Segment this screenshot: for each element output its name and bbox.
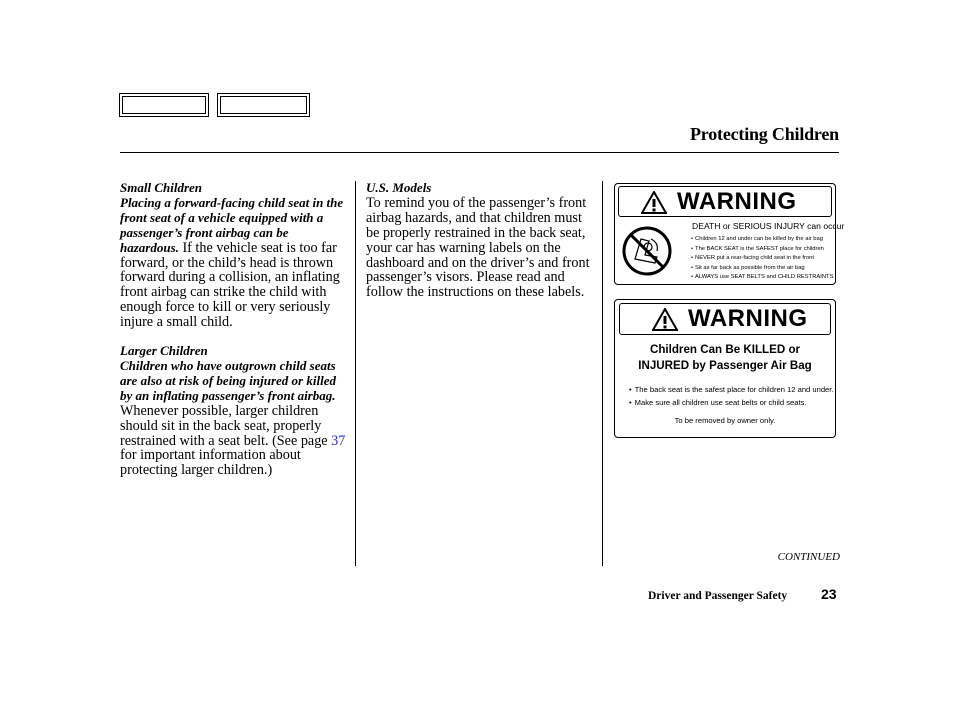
larger-children-emphasis: Children who have outgrown child seats are also at risk of being injured or killed by an inflating passenger’s front airbag. xyxy=(120,357,336,403)
warning-label-dashboard xyxy=(614,299,836,438)
column-divider-2 xyxy=(602,181,603,566)
no-rear-facing-child-seat-icon xyxy=(621,225,673,277)
larger-children-paragraph xyxy=(120,359,350,478)
warning-label-2-message-line-1: Children Can Be KILLED or xyxy=(649,343,801,356)
larger-children-body-end: for important information about protecting larger children.) xyxy=(120,447,301,479)
small-children-body: If the vehicle seat is too far forward, or the child’s head is thrown forward during a collision, an inflating front airbag can strike the child with enough force to kill or very seriously injure a small child. xyxy=(120,239,340,331)
middle-column xyxy=(366,181,596,300)
page-title: Protecting Children xyxy=(689,124,839,144)
section-name: Driver and Passenger Safety xyxy=(648,590,788,602)
warning-label-1-list xyxy=(691,235,833,283)
small-children-heading: Small Children xyxy=(120,180,202,195)
page-37-link[interactable]: 37 xyxy=(331,432,346,449)
warning-label-2-list xyxy=(629,384,834,409)
list-item: • The back seat is the safest place for children 12 and under. xyxy=(629,384,834,397)
us-models-paragraph: To remind you of the passenger’s front airbag hazards, and that children must be properly restrained in the back seat, your car has warning labels on the dashboard and on the driver’s and front passenger’s visors. Please read and follow the instructions on these labels. xyxy=(366,194,590,301)
list-item: • The BACK SEAT is the SAFEST place for children xyxy=(691,245,833,255)
column-divider-1 xyxy=(355,181,356,566)
list-item: • ALWAYS use SEAT BELTS and CHILD RESTRAINTS xyxy=(691,273,833,283)
list-item: • Children 12 and under can be killed by the air bag xyxy=(691,235,833,245)
warning-triangle-icon xyxy=(652,308,678,331)
list-item: • NEVER put a rear-facing child seat in the front xyxy=(691,254,833,264)
left-column xyxy=(120,181,350,478)
list-item: • Sit as far back as possible from the air bag xyxy=(691,264,833,274)
title-divider xyxy=(120,152,839,153)
warning-label-1-title: WARNING xyxy=(677,188,797,215)
continued-note: CONTINUED xyxy=(777,551,840,563)
larger-children-body: Whenever possible, larger children should sit in the back seat, properly restrained with a seat belt. (See page xyxy=(120,402,332,449)
warning-label-2-footer: To be removed by owner only. xyxy=(674,416,776,425)
nav-button-2[interactable] xyxy=(217,93,310,117)
us-models-heading: U.S. Models xyxy=(366,180,432,195)
small-children-emphasis: Placing a forward-facing child seat in the front seat of a vehicle equipped with a passenger’s front airbag can be hazardous. xyxy=(120,194,344,255)
warning-label-1-header xyxy=(618,186,832,217)
warning-label-1-headline: DEATH or SERIOUS INJURY can occur xyxy=(692,221,845,231)
page-number: 23 xyxy=(821,586,837,602)
warning-triangle-icon xyxy=(641,191,667,214)
list-item: • Make sure all children use seat belts or child seats. xyxy=(629,397,834,410)
warning-label-2-title: WARNING xyxy=(688,305,808,332)
nav-button-1[interactable] xyxy=(119,93,209,117)
warning-label-2-message-line-2: INJURED by Passenger Air Bag xyxy=(638,359,812,372)
warning-label-2-header xyxy=(619,303,831,335)
small-children-paragraph xyxy=(120,196,350,330)
warning-label-sun-visor xyxy=(614,183,845,285)
larger-children-heading: Larger Children xyxy=(120,343,208,359)
